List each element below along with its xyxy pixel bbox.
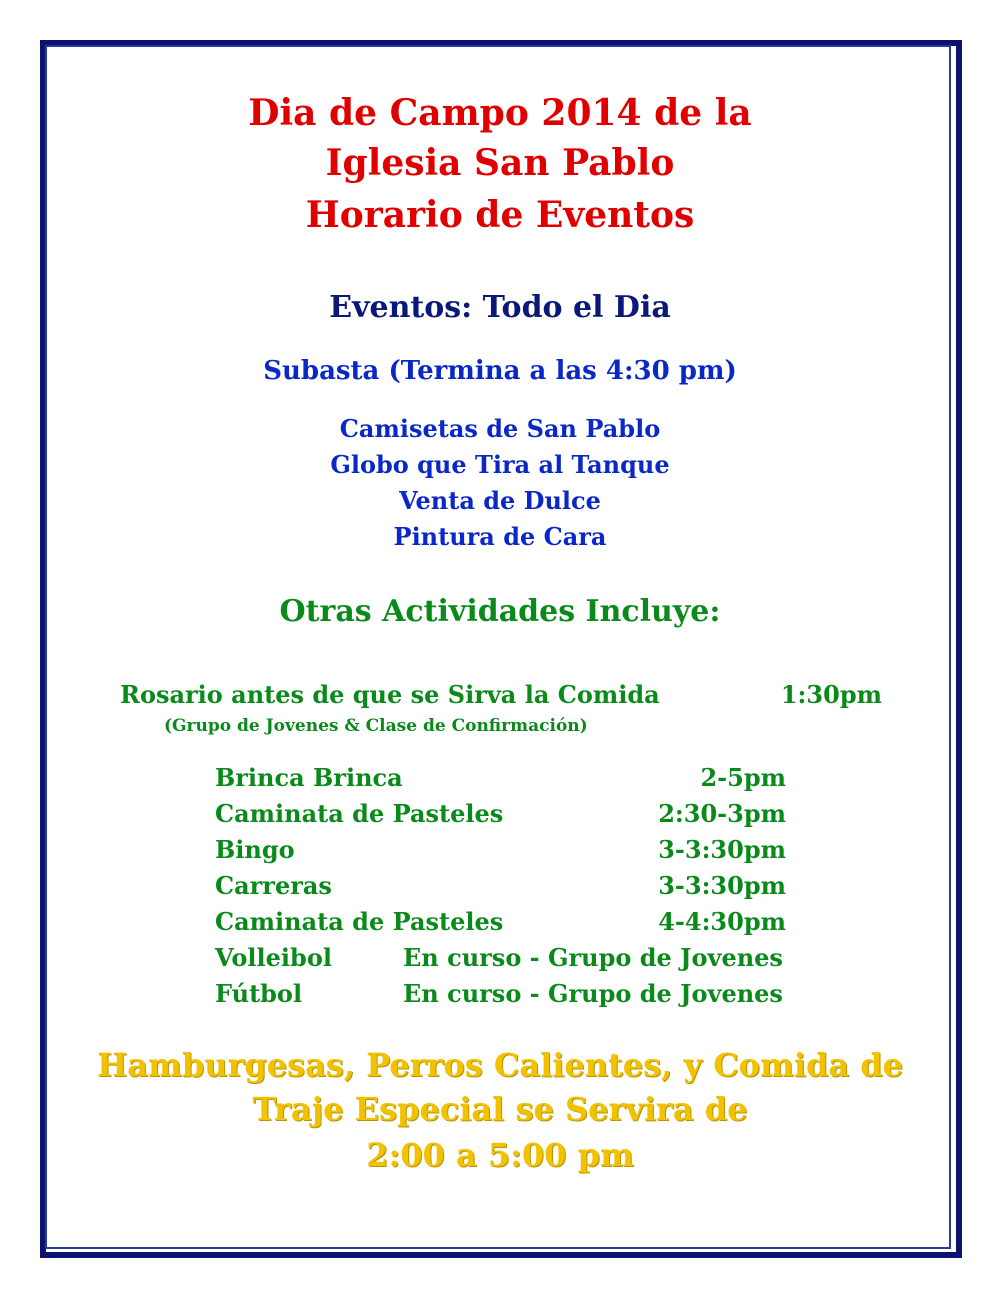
schedule-time: 3-3:30pm (658, 835, 786, 864)
schedule-time: En curso - Grupo de Jovenes (403, 979, 783, 1008)
food-line-1: Hamburgesas, Perros Calientes, y Comida de (96, 1046, 903, 1084)
title-line-3: Horario de Eventos (305, 194, 695, 236)
title-line-2: Iglesia San Pablo (325, 142, 675, 184)
food-line-2: Traje Especial se Servira de (252, 1090, 748, 1128)
schedule-time: 2-5pm (700, 763, 786, 792)
food-line-3: 2:00 a 5:00 pm (366, 1136, 634, 1174)
all-day-item: Camisetas de San Pablo (339, 414, 661, 443)
rosary-time: 1:30pm (780, 680, 882, 709)
rosary-note: (Grupo de Jovenes & Clase de Confirmación) (164, 716, 588, 736)
schedule-activity: Caminata de Pasteles (215, 907, 504, 936)
all-day-heading: Eventos: Todo el Dia (329, 290, 671, 325)
auction-line: Subasta (Termina a las 4:30 pm) (263, 356, 737, 386)
other-activities-heading: Otras Actividades Incluye: (279, 594, 721, 629)
all-day-item: Venta de Dulce (399, 486, 601, 515)
schedule-activity: Fútbol (215, 979, 303, 1008)
schedule-activity: Brinca Brinca (215, 763, 403, 792)
schedule-time: 4-4:30pm (658, 907, 786, 936)
rosary-label: Rosario antes de que se Sirva la Comida (120, 680, 660, 709)
all-day-item: Globo que Tira al Tanque (330, 450, 670, 479)
title-line-1: Dia de Campo 2014 de la (248, 92, 752, 134)
schedule-time: 3-3:30pm (658, 871, 786, 900)
schedule-time: En curso - Grupo de Jovenes (403, 943, 783, 972)
schedule-activity: Carreras (215, 871, 332, 900)
schedule-activity: Bingo (215, 835, 295, 864)
schedule-activity: Volleibol (215, 943, 332, 972)
all-day-item: Pintura de Cara (393, 522, 607, 551)
schedule-time: 2:30-3pm (658, 799, 786, 828)
schedule-activity: Caminata de Pasteles (215, 799, 504, 828)
